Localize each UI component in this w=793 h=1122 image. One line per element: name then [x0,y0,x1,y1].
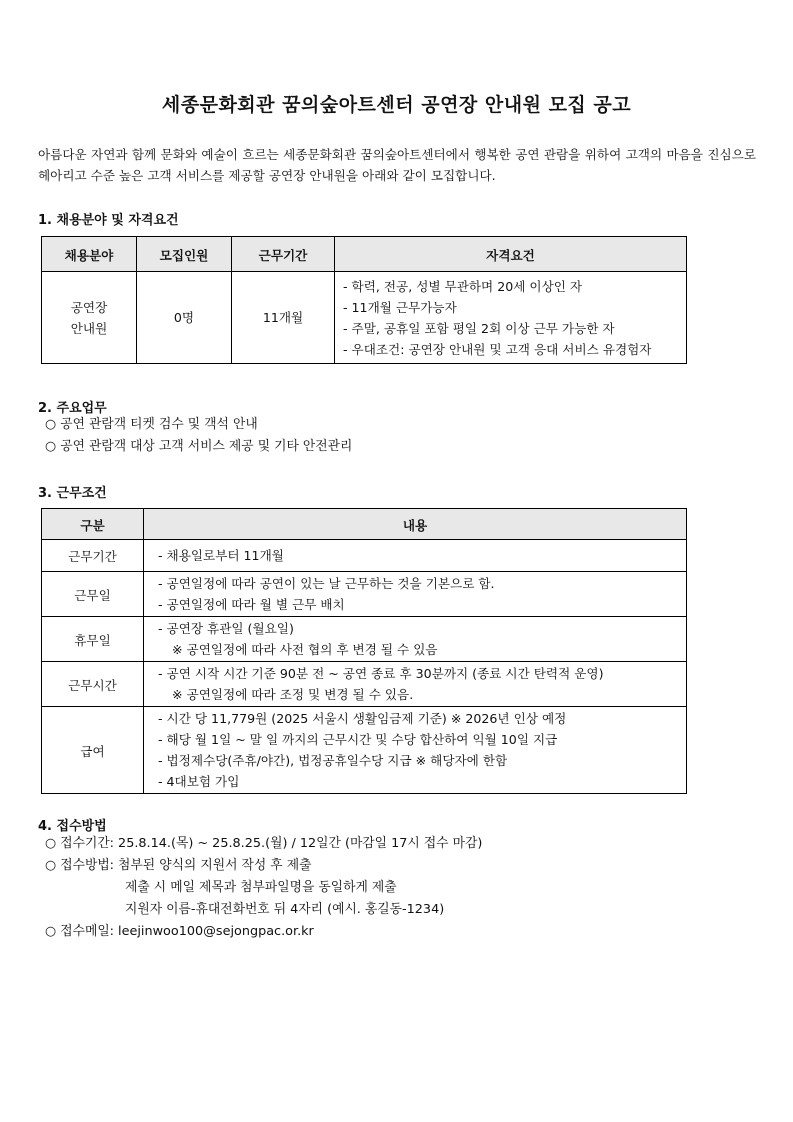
row-label: 휴무일 [42,617,144,662]
row-label: 근무일 [42,572,144,617]
section3-heading: 3. 근무조건 [38,486,107,501]
table-row: 휴무일 - 공연장 휴관일 (월요일) ※ 공연일정에 따라 사전 협의 후 변경 될 수 있음 [42,617,687,662]
header-count: 모집인원 [137,237,232,272]
table-row: 근무기간 - 채용일로부터 11개월 [42,540,687,572]
period-cell: 11개월 [232,272,335,364]
list-item: ○ 공연 관람객 티켓 검수 및 객석 안내 [45,417,258,432]
header-requirements: 자격요건 [335,237,687,272]
table-row: 근무일 - 공연일정에 따라 공연이 있는 날 근무하는 것을 기본으로 함. - 공연일정에 따라 월 별 근무 배치 [42,572,687,617]
recruitment-table [41,236,687,364]
section1-heading: 1. 채용분야 및 자격요건 [38,213,179,228]
section2-heading: 2. 주요업무 [38,401,107,416]
requirements-cell [335,272,687,364]
requirement-item: - 학력, 전공, 성별 무관하며 20세 이상인 자 [343,278,583,294]
conditions-table [41,508,687,794]
table-row: 근무시간 - 공연 시작 시간 기준 90분 전 ~ 공연 종료 후 30분까지 (종료 시간 탄력적 운영) ※ 공연일정에 따라 조정 및 변경 될 수 있음. [42,662,687,707]
list-item: ○ 접수기간: 25.8.14.(목) ~ 25.8.25.(월) / 12일간 (마감일 17시 접수 마감) [45,836,483,851]
header-content: 내용 [144,509,687,540]
list-item: ○ 접수방법: 첨부된 양식의 지원서 작성 후 제출 [45,858,312,873]
header-period: 근무기간 [232,237,335,272]
field-cell: 공연장 안내원 [42,272,137,364]
requirement-item: - 우대조건: 공연장 안내원 및 고객 응대 서비스 유경험자 [343,341,652,357]
header-category: 구분 [42,509,144,540]
requirement-item: - 11개월 근무가능자 [343,299,457,315]
intro-paragraph: 아름다운 자연과 함께 문화와 예술이 흐르는 세종문화회관 꿈의숲아트센터에서 행복한 공연 관람을 위하여 고객의 마음을 진심으로 헤아리고 수준 높은 고객 서비스를 제공할 공연장 안내원을 아래와 같이 모집합니다. [38,147,756,183]
row-label: 급여 [42,707,144,794]
email-item: ○ 접수메일: leejinwoo100@sejongpac.or.kr [45,924,314,939]
list-item: ○ 공연 관람객 대상 고객 서비스 제공 및 기타 안전관리 [45,439,353,454]
row-label: 근무기간 [42,540,144,572]
requirement-item: - 주말, 공휴일 포함 평일 2회 이상 근무 가능한 자 [343,320,615,336]
application-list [45,833,482,943]
duties-list [45,414,352,458]
section4-heading: 4. 접수방법 [38,819,107,834]
page-title: 세종문화회관 꿈의숲아트센터 공연장 안내원 모집 공고 [161,94,632,116]
row-label: 근무시간 [42,662,144,707]
list-item-sub: 지원자 이름-휴대전화번호 뒤 4자리 (예시. 홍길동-1234) [125,902,445,917]
table-row: 급여 - 시간 당 11,779원 (2025 서울시 생활임금제 기준) ※ 2026년 인상 예정 - 해당 월 1일 ~ 말 일 까지의 근무시간 및 수당 합산하여 익월 10일 지급 - 법정제수당(주휴/야간), 법정공휴일수당 지급 ※ 해당자에 한함 - 4대보험 가입 [42,707,687,794]
count-cell: 0명 [137,272,232,364]
header-field: 채용분야 [42,237,137,272]
list-item-sub: 제출 시 메일 제목과 첨부파일명을 동일하게 제출 [125,880,397,895]
